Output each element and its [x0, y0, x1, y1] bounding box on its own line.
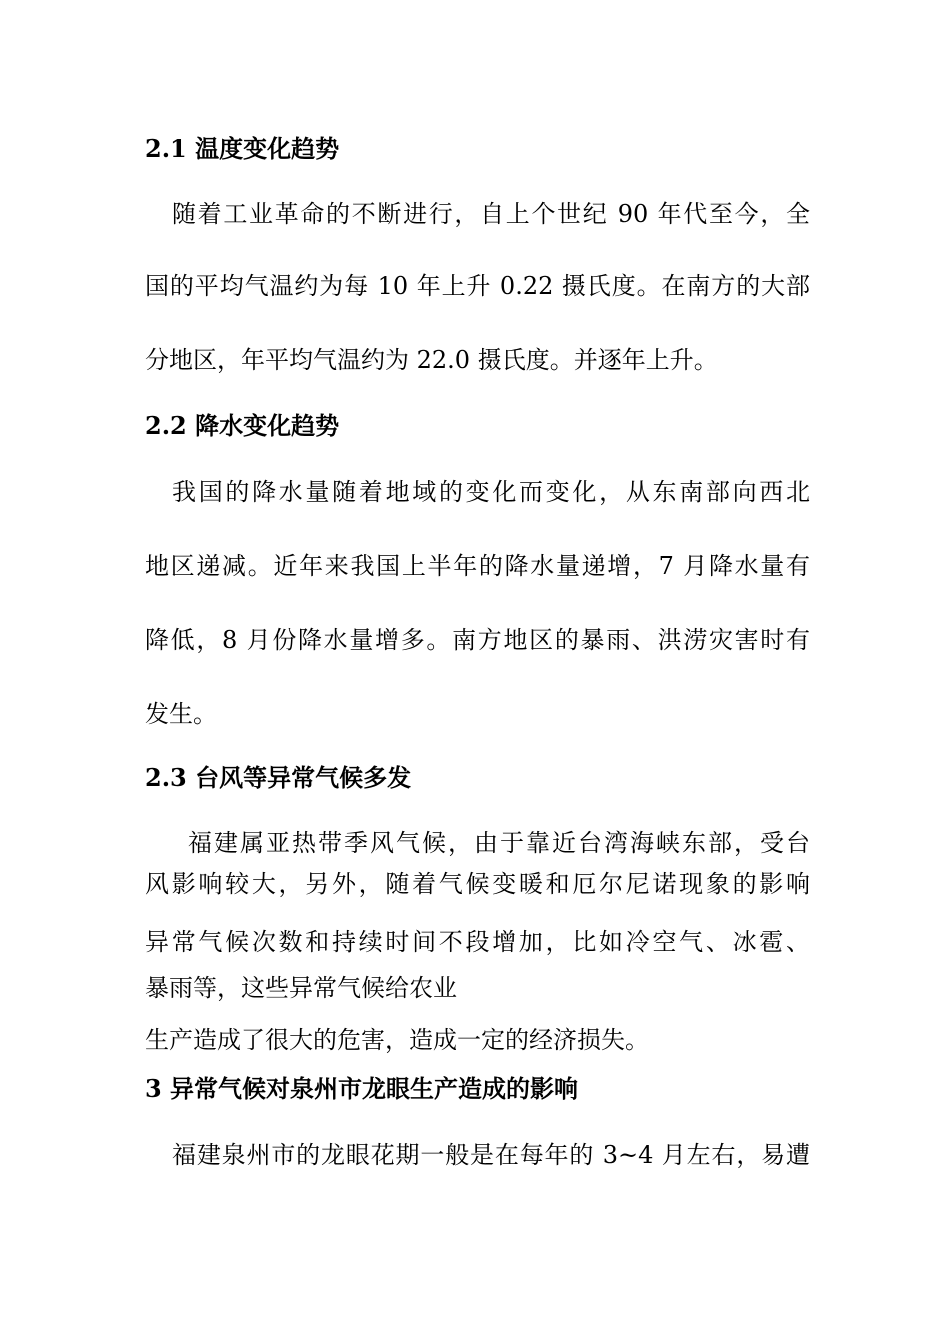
- section-heading-2-2: 2.2 降水变化趋势: [145, 411, 340, 440]
- paragraph-line: 发生。: [145, 700, 217, 728]
- paragraph-line: 暴雨等，这些异常气候给农业: [145, 974, 457, 1002]
- paragraph-line: 福建属亚热带季风气候，由于靠近台湾海峡东部，受台: [188, 829, 810, 857]
- paragraph-line: 降低，8 月份降水量增多。南方地区的暴雨、洪涝灾害时有: [145, 626, 810, 654]
- paragraph-line: 国的平均气温约为每 10 年上升 0.22 摄氏度。在南方的大部: [145, 272, 810, 300]
- section-heading-2-3: 2.3 台风等异常气候多发: [145, 763, 412, 792]
- paragraph-line: 我国的降水量随着地域的变化而变化，从东南部向西北: [172, 478, 810, 506]
- paragraph-line: 分地区，年平均气温约为 22.0 摄氏度。并逐年上升。: [145, 346, 718, 374]
- paragraph-line: 异常气候次数和持续时间不段增加，比如冷空气、冰雹、: [145, 928, 810, 956]
- section-heading-2-1: 2.1 温度变化趋势: [145, 134, 340, 163]
- paragraph-line: 生产造成了很大的危害，造成一定的经济损失。: [145, 1026, 649, 1054]
- section-heading-3: 3 异常气候对泉州市龙眼生产造成的影响: [145, 1074, 579, 1103]
- paragraph-line: 随着工业革命的不断进行，自上个世纪 90 年代至今，全: [172, 200, 810, 228]
- paragraph-line: 地区递减。近年来我国上半年的降水量递增，7 月降水量有: [145, 552, 810, 580]
- paragraph-line: 福建泉州市的龙眼花期一般是在每年的 3~4 月左右，易遭: [172, 1141, 810, 1169]
- paragraph-line: 风影响较大，另外，随着气候变暖和厄尔尼诺现象的影响: [145, 870, 810, 898]
